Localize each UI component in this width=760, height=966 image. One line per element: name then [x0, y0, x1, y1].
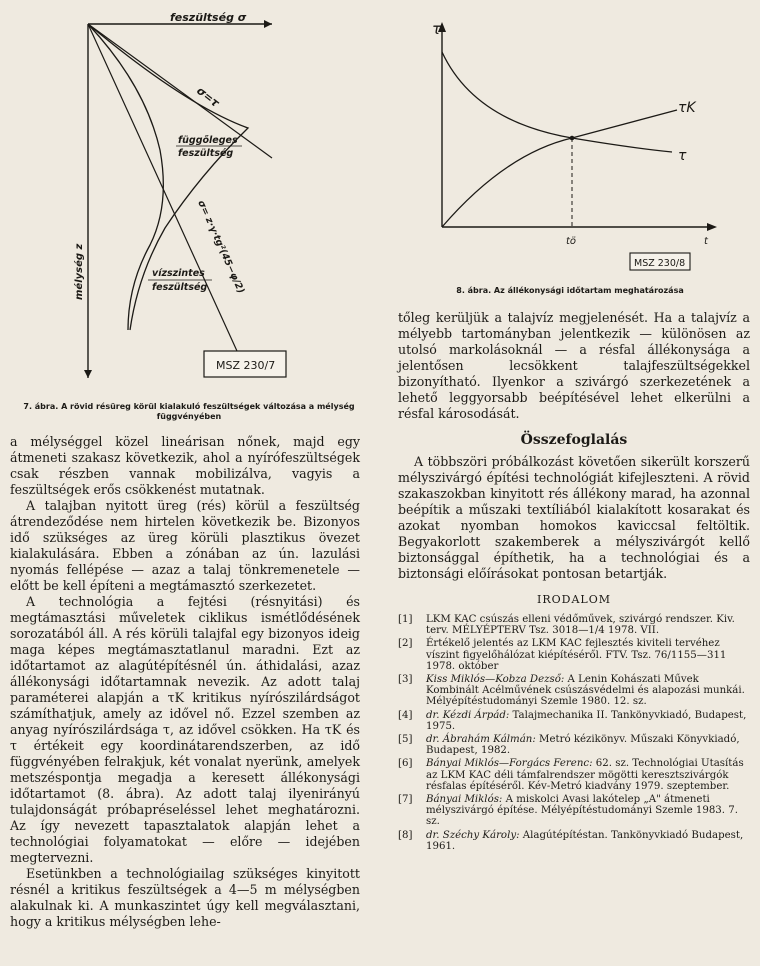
left-paragraph-2: A talajban nyitott üreg (rés) körül a feszültség átrendeződése nem hirtelen következik be. Bizonyos idő szükséges az üreg körüli plasztikus övezet kialakulására. Ebben a zónában az ún. lazulási nyomás fellépése — azaz a talaj tönkremenetele — előtt be kell építeni a megtámasztó szerkezetet.: [10, 498, 360, 593]
references-heading: IRODALOM: [537, 593, 611, 606]
reference-item: [6] Bányai Miklós—Forgács Ferenc: 62. sz. Technológiai Utasítás az LKM KAC déli támfalrendszer mögötti keresztszivárgók résfalas építéséről. Kév-Metró kiadvány 1979. szeptember.: [398, 758, 744, 792]
left-paragraph-4: Esetünkben a technológiailag szükséges kinyitott résnél a kritikus feszültségek a 4—5 m mélységben alakulnak ki. A munkaszintet úgy kell megválasztani, hogy a kritikus mélységben lehe-: [10, 866, 360, 929]
t0-label: tö: [566, 236, 577, 247]
vertical-stress-label: függőleges: [178, 135, 238, 146]
reference-item: [8] dr. Széchy Károly: Alagútépítéstan. Tankönyvkiadó Budapest, 1961.: [398, 829, 744, 852]
t-label: t: [704, 236, 708, 247]
figure-8-caption: 8. ábra. Az állékonysági időtartam meghatározása: [456, 286, 684, 295]
intersection-point: [570, 136, 575, 141]
tau-curve-label: τ: [678, 148, 687, 164]
reference-item: [4] dr. Kézdi Árpád: Talajmechanika II. Tankönyvkiadó, Budapest, 1975.: [398, 709, 747, 732]
right-column: [398, 310, 750, 854]
stress-axis-label: feszültség σ: [170, 11, 247, 24]
tau-curve: [442, 52, 672, 152]
reference-item: [1] LKM KAC csúszás elleni védőművek, szivárgó rendszer. Kiv. terv. MÉLYÉPTERV Tsz. 3018—1/4 1978. VII.: [398, 614, 735, 637]
figure-7: [10, 0, 372, 420]
depth-axis-label: mélység z: [74, 243, 85, 300]
figure-8: [392, 0, 752, 300]
stamp-text: MSZ 230/7: [216, 359, 276, 372]
left-paragraph-3: A technológia a fejtési (résnyitási) és megtámasztási műveletek ciklikus ismétlődésének sorozatából áll. A rés körüli talajfal egy bizonyos ideig maga képes megtámasztatlanul maradni. Ezt az időtartamot az alagútépítésnél ún. áthidalási, azaz állékonysági időtartamnak nevezik. Az adott talaj paraméterei alapján a τK kritikus nyírószilárdságot számíthatjuk, amely az idővel nő. Ezzel szemben az anyag nyírószilárdsága τ, az idővel csökken. Ha τK és τ értékeit egy koordinátarendszerben, az idő függvényében felrakjuk, két vonalat nyerünk, amelyek metszéspontja megadja a keresett állékonysági időtartamot (8. ábra). Az adott talaj ilyenirányú tulajdonságát próbapréseléssel lehet meghatározni. Az így nevezett tapasztalatok alapján lehet a technológiai folyamatokat — előre — idejében megtervezni.: [10, 594, 360, 865]
reference-item: [2] Értékelő jelentés az LKM KAC fejlesztés kiviteli tervéhez víszint figyelőhálózat kiépítéséről. FTV. Tsz. 76/1155—311 1978. október: [398, 638, 727, 672]
summary-paragraph: A többszöri próbálkozást követően sikerült korszerű mélyszivárgó építési technológiát kifejleszteni. A rövid szakaszokban kinyitott rés állékony marad, ha azonnal beépítik a műszaki textíliából kialakított kosarakat és azokat nyomban homokos kaviccsal feltöltik. Begyakorlott szakemberek a mélyszivárgót kellő biztonsággal építhetik, ha a technológiai és a biztonsági előírásokat pontosan betartják.: [398, 454, 750, 581]
summary-heading: Összefoglalás: [520, 432, 628, 448]
references-list: [398, 614, 750, 852]
stress-axis-arrow: [264, 20, 272, 28]
reference-item: [7] Bányai Miklós: A miskolci Avasi lakótelep „A" átmeneti mélyszivárgó építése. Mélyépítéstudományi Szemle 1983. 7. sz.: [398, 794, 738, 828]
left-column: [10, 434, 360, 930]
horizontal-stress-label-2: feszültség: [152, 282, 208, 293]
right-paragraph-1: tőleg kerüljük a talajvíz megjelenését. Ha a talajvíz a mélyebb tartományban jelentkezik — különösen az utolsó markolásoknál — a résfal állékonysága a jelentősen lecsökkent talajfeszültségekkel bizonyítható. Ilyenkor a szivárgó szerkezetének a lehető leggyorsabb beépítésével lehet elkerülni a résfal károsodását.: [398, 310, 750, 421]
reference-item: [3] Kiss Miklós—Kobza Dezső: A Lenin Kohászati Művek Kombinált Acélművének csúszásvédelmi és alapozási munkái. Mélyépítéstudományi Szemle 1980. 12. sz.: [398, 674, 745, 708]
reference-item: [5] dr. Ábrahám Kálmán: Metró kézikönyv. Műszaki Könyvkiadó, Budapest, 1982.: [398, 734, 740, 757]
horizontal-stress-label: vízszintes: [152, 268, 205, 279]
active-pressure-line: [88, 24, 242, 362]
stamp-text: MSZ 230/8: [634, 258, 686, 269]
figure-8-diagram: [392, 0, 752, 300]
tauk-curve: [442, 110, 677, 227]
formula-label: σ= z·γ·tg²(45−φ/2): [195, 198, 247, 296]
figure-7-caption: 7. ábra. A rövid résüreg körül kialakuló feszültségek változása a mélység függvényében: [23, 402, 355, 421]
time-axis-arrow: [707, 223, 717, 231]
tau-axis-label: τ: [432, 20, 442, 38]
sigma-tau-label: σ=τ: [194, 84, 222, 110]
tauk-label: τK: [678, 100, 696, 116]
left-paragraph-1: a mélységgel közel lineárisan nőnek, majd egy átmeneti szakasz következik, ahol a nyírófeszültségek csak részben vannak mobilizálva, vagyis a feszültségek erős csökkenést mutatnak.: [10, 434, 360, 497]
depth-axis-arrow: [84, 370, 92, 378]
vertical-stress-label-2: feszültség: [178, 148, 234, 159]
figure-7-diagram: [10, 0, 372, 420]
